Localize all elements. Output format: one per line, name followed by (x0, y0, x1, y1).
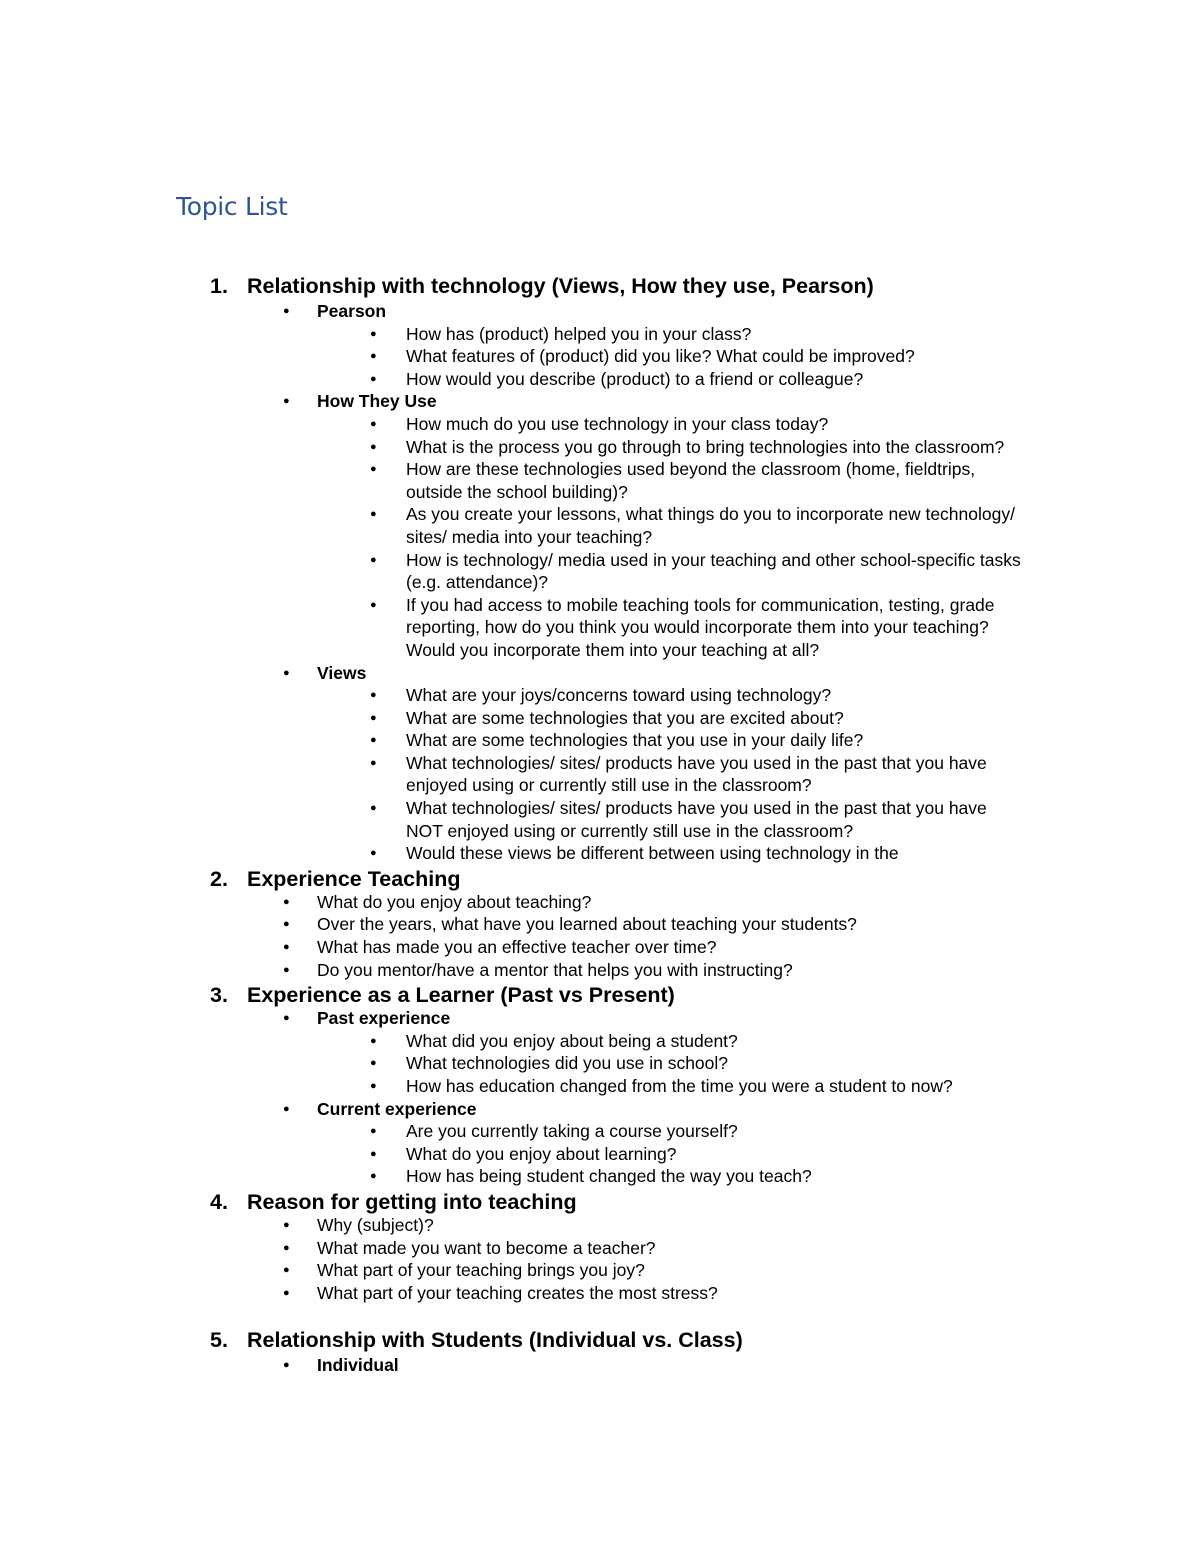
question-text: How are these technologies used beyond the classroom (home, fieldtrips, outside the school building)? (406, 459, 976, 502)
question-item (0, 323, 1200, 346)
bullet-icon: ● (283, 1264, 290, 1277)
question-item (0, 1259, 1200, 1282)
bullet-icon: ● (370, 440, 377, 453)
question-text: What made you want to become a teacher? (317, 1237, 656, 1258)
section-number: 4. (210, 1189, 228, 1214)
bullet-icon: ● (283, 666, 290, 679)
question-item (0, 594, 1200, 662)
subtopic (0, 390, 1200, 413)
subtopic-label: How They Use (317, 391, 437, 412)
question-item (0, 684, 1200, 707)
question-text: How has education changed from the time you were a student to now? (406, 1076, 953, 1096)
bullet-icon: ● (370, 1147, 377, 1160)
question-text: What do you enjoy about learning? (406, 1143, 677, 1164)
bullet-icon: ● (283, 963, 290, 976)
question-item (0, 1075, 1200, 1098)
section-title: Relationship with Students (Individual vs. Class) (247, 1328, 743, 1353)
question-text: What do you enjoy about teaching? (317, 891, 592, 912)
question-text: Why (subject)? (317, 1214, 434, 1235)
bullet-icon: ● (370, 711, 377, 724)
question-item (0, 436, 1200, 459)
question-text: What part of your teaching creates the most stress? (317, 1282, 718, 1303)
subtopic (0, 1007, 1200, 1030)
bullet-icon: ● (370, 1125, 377, 1138)
question-item (0, 913, 1200, 936)
bullet-icon: ● (370, 598, 377, 611)
question-item (0, 1214, 1200, 1237)
question-text: What has made you an effective teacher over time? (317, 937, 717, 958)
question-text: What technologies/ sites/ products have you used in the past that you have enjoyed using or currently still use in the classroom? (406, 752, 987, 796)
section-number: 2. (210, 866, 228, 891)
bullet-icon: ● (283, 1241, 290, 1254)
bullet-icon: ● (370, 553, 377, 566)
bullet-icon: ● (283, 918, 290, 931)
topic-list (0, 272, 1200, 1377)
bullet-icon: ● (370, 1057, 377, 1070)
bullet-icon: ● (370, 1170, 377, 1183)
subtopic-label: Views (317, 662, 367, 683)
question-text: If you had access to mobile teaching tools for communication, testing, grade reporting, how do you think you would incorporate them into your teaching? Would you incorporate them into your teaching at all? (406, 594, 995, 660)
bullet-icon: ● (370, 463, 377, 476)
question-item (0, 729, 1200, 752)
question-item (0, 1143, 1200, 1166)
question-text: Are you currently taking a course yourself? (406, 1121, 738, 1142)
question-text: What technologies did you use in school? (406, 1053, 729, 1074)
question-item (0, 752, 1200, 797)
subtopic-label: Current experience (317, 1098, 477, 1119)
question-item (0, 936, 1200, 959)
section-heading (0, 865, 1200, 891)
question-text: What are some technologies that you are excited about? (406, 707, 844, 728)
bullet-icon: ● (370, 1080, 377, 1092)
question-item (0, 368, 1200, 391)
subtopic (0, 662, 1200, 685)
question-item (0, 891, 1200, 914)
bullet-icon: ● (370, 350, 377, 363)
question-item (0, 707, 1200, 730)
bullet-icon: ● (370, 847, 377, 860)
question-text: How has (product) helped you in your class? (406, 323, 752, 344)
question-text: What are your joys/concerns toward using technology? (406, 685, 832, 706)
question-item (0, 1120, 1200, 1143)
question-text: How is technology/ media used in your teaching and other school-specific tasks (e.g. attendance)? (406, 549, 1021, 593)
question-item (0, 458, 1200, 503)
subtopic-label: Pearson (317, 301, 387, 321)
question-item (0, 413, 1200, 436)
bullet-icon: ● (283, 1218, 290, 1231)
section-heading (0, 1326, 1200, 1354)
section-title: Reason for getting into teaching (247, 1189, 577, 1214)
subtopic-label: Individual (317, 1355, 399, 1376)
bullet-icon: ● (283, 1012, 290, 1025)
section-heading (0, 272, 1200, 300)
bullet-icon: ● (283, 1102, 290, 1115)
question-item (0, 345, 1200, 368)
section-number: 5. (210, 1328, 228, 1353)
bullet-icon: ● (370, 417, 377, 430)
bullet-icon: ● (283, 1286, 290, 1299)
bullet-icon: ● (370, 802, 377, 815)
question-item (0, 1237, 1200, 1260)
question-item (0, 1030, 1200, 1053)
question-text: Do you mentor/have a mentor that helps you with instructing? (317, 959, 793, 980)
question-item (0, 1165, 1200, 1188)
question-text: What is the process you go through to bring technologies into the classroom? (406, 436, 1005, 457)
question-item (0, 797, 1200, 842)
question-text: What features of (product) did you like? What could be improved? (406, 346, 915, 367)
section-title: Experience Teaching (247, 866, 461, 891)
bullet-icon: ● (370, 372, 377, 385)
question-text: Over the years, what have you learned about teaching your students? (317, 914, 857, 935)
question-item (0, 1052, 1200, 1075)
bullet-icon: ● (283, 1359, 290, 1372)
section-number: 3. (210, 983, 228, 1008)
question-text: How has being student changed the way you teach? (406, 1166, 812, 1187)
question-text: What are some technologies that you use in your daily life? (406, 730, 864, 751)
question-text: How much do you use technology in your class today? (406, 413, 829, 434)
question-text: As you create your lessons, what things do you to incorporate new technology/ sites/ media into your teaching? (406, 504, 1015, 547)
section-title: Relationship with technology (Views, How they use, Pearson) (247, 274, 874, 298)
bullet-icon: ● (370, 327, 377, 340)
question-text: What part of your teaching brings you joy? (317, 1260, 645, 1281)
bullet-icon: ● (283, 895, 290, 908)
question-text: How would you describe (product) to a friend or colleague? (406, 368, 864, 389)
bullet-icon: ● (283, 305, 290, 317)
bullet-icon: ● (370, 689, 377, 702)
bullet-icon: ● (370, 734, 377, 747)
bullet-icon: ● (370, 508, 377, 521)
question-text: Would these views be different between using technology in the (406, 843, 899, 864)
subtopic-label: Past experience (317, 1008, 451, 1029)
question-item (0, 842, 1200, 865)
question-item (0, 959, 1200, 982)
bullet-icon: ● (370, 756, 377, 769)
section-heading (0, 981, 1200, 1007)
question-item (0, 549, 1200, 594)
question-item (0, 1282, 1200, 1305)
subtopic (0, 300, 1200, 323)
page-title: Topic List (176, 192, 288, 221)
bullet-icon: ● (370, 1034, 377, 1047)
section-number: 1. (210, 274, 228, 298)
question-item (0, 503, 1200, 548)
question-text: What technologies/ sites/ products have you used in the past that you have NOT enjoyed using or currently still use in the classroom? (406, 798, 987, 841)
bullet-icon: ● (283, 395, 290, 408)
question-text: What did you enjoy about being a student? (406, 1030, 738, 1051)
section-heading (0, 1188, 1200, 1214)
subtopic (0, 1354, 1200, 1377)
section-title: Experience as a Learner (Past vs Present) (247, 983, 675, 1008)
bullet-icon: ● (283, 941, 290, 954)
subtopic (0, 1098, 1200, 1121)
